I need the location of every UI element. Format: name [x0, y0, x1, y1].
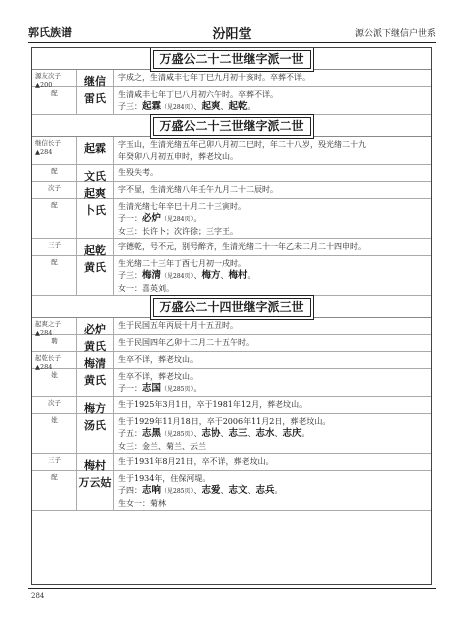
detail-line — [118, 337, 427, 349]
table-row — [32, 369, 431, 397]
page-ref: ▲284 — [35, 148, 53, 156]
detail-text: 。 — [247, 271, 256, 280]
child-name: 志协 — [201, 428, 221, 439]
relation-cell — [32, 352, 76, 371]
detail-text: 。 — [274, 486, 283, 495]
detail-line — [118, 184, 427, 196]
header-right-title: 源公派下继信户世系 — [354, 29, 436, 39]
relation-label: 妣 — [51, 416, 58, 424]
person-details — [114, 471, 431, 510]
detail-text: 生于1934年，住保河堤。 — [118, 474, 211, 483]
person-details — [114, 165, 431, 181]
child-name: 起爽 — [201, 101, 221, 112]
detail-text: 生女一：菊林 — [118, 499, 166, 508]
section-header — [32, 296, 431, 318]
detail-text: 、 — [193, 429, 202, 438]
child-name: 起乾 — [228, 101, 248, 112]
child-name: 志庆 — [282, 428, 302, 439]
detail-line — [118, 226, 427, 238]
person-name: 梅村 — [76, 454, 114, 470]
relation-cell — [32, 397, 76, 413]
detail-text: 子三： — [118, 102, 142, 111]
page-ref: ▲284 — [35, 329, 53, 337]
relation-label: 配 — [51, 473, 58, 481]
detail-text: 、 — [274, 429, 283, 438]
table-row — [32, 454, 431, 471]
detail-text: 年癸卯八月初五申时，葬老坟山。 — [118, 152, 238, 161]
relation-label: 起乾长子 — [35, 354, 61, 362]
detail-line — [118, 72, 427, 84]
detail-text: 女三：金兰、菊兰、云兰 — [118, 442, 206, 451]
relation-label: 三子 — [48, 456, 61, 464]
person-name: 起爽 — [76, 182, 114, 198]
table-row — [32, 397, 431, 414]
relation-cell — [32, 182, 76, 198]
detail-line — [118, 283, 427, 295]
detail-text: 生卒不详，葬老坟山。 — [118, 372, 198, 381]
table-row — [32, 471, 431, 511]
person-name: 梅方 — [76, 397, 114, 413]
person-name: 汤氏 — [76, 414, 114, 453]
page-header — [28, 23, 436, 41]
child-name: 起霖 — [142, 101, 162, 112]
child-name: 志水 — [255, 428, 275, 439]
table-row — [32, 70, 431, 87]
detail-text: 字成之，生清咸丰七年丁巳九月初十亥时。卒葬不详。 — [118, 73, 310, 82]
detail-text: 。 — [193, 214, 202, 223]
detail-line — [118, 485, 427, 498]
relation-cell — [32, 454, 76, 470]
child-name: 梅清 — [142, 270, 162, 281]
detail-text: 。 — [301, 429, 310, 438]
relation-label: 三子 — [48, 241, 61, 249]
detail-line — [118, 354, 427, 366]
table-row — [32, 239, 431, 256]
detail-line — [118, 258, 427, 270]
child-name: 梅方 — [201, 270, 221, 281]
detail-text: 子四： — [118, 486, 142, 495]
relation-label: 次子 — [48, 399, 61, 407]
person-name: 起乾 — [76, 239, 114, 255]
person-name: 起霖 — [76, 137, 114, 164]
detail-text: 生于1929年11月18日，卒于2006年11月2日，葬老坟山。 — [118, 417, 331, 426]
relation-label: 起爽之子 — [35, 320, 61, 328]
detail-text: 生清咸丰七年丁巳八月初六午时。卒葬不详。 — [118, 90, 278, 99]
detail-line — [118, 139, 427, 151]
detail-text: 子一： — [118, 384, 142, 393]
person-name: 必炉 — [76, 318, 114, 334]
table-row — [32, 352, 431, 369]
detail-text: 生清光绪七年辛巳十月二十三寅时。 — [118, 202, 246, 211]
detail-text: （见285页） — [161, 386, 194, 393]
section-title: 万盛公二十三世继字派二世 — [152, 117, 310, 136]
header-rule — [28, 42, 436, 43]
person-name: 文氏 — [76, 165, 114, 181]
person-details — [114, 352, 431, 368]
detail-line — [118, 473, 427, 485]
detail-text: （见284页） — [161, 216, 194, 223]
person-name: 卜氏 — [76, 199, 114, 238]
relation-label: 妣 — [51, 371, 58, 379]
detail-line — [118, 213, 427, 226]
genealogy-table — [31, 47, 432, 585]
detail-line — [118, 151, 427, 163]
relation-cell — [32, 137, 76, 164]
detail-text: 、 — [220, 486, 229, 495]
child-name: 必炉 — [142, 213, 162, 224]
relation-cell — [32, 414, 76, 453]
person-name: 黄氏 — [76, 369, 114, 396]
detail-text: 生于民国四年乙卯十二月二十五午时。 — [118, 338, 254, 347]
relation-label: 源友次子 — [35, 72, 61, 80]
section-title: 万盛公二十二世继字派一世 — [152, 50, 310, 69]
detail-text: 生于1925年3月1日，卒于1981年12月，葬老坟山。 — [118, 400, 308, 409]
relation-cell — [32, 199, 76, 238]
detail-text: 女一：喜英刘。 — [118, 284, 174, 293]
detail-line — [118, 371, 427, 383]
detail-text: 子一： — [118, 214, 142, 223]
detail-text: 。 — [247, 102, 256, 111]
table-row — [32, 318, 431, 335]
detail-line — [118, 270, 427, 283]
relation-cell — [32, 318, 76, 337]
person-details — [114, 397, 431, 413]
relation-label: 继信长子 — [35, 139, 61, 147]
relation-cell — [32, 165, 76, 181]
section-header — [32, 48, 431, 70]
header-left-title: 郭氏族谱 — [28, 26, 72, 39]
relation-label: 聘 — [51, 337, 58, 345]
detail-text: （见285页） — [161, 431, 194, 438]
detail-text: 生殁失考。 — [118, 168, 158, 177]
page-number: 284 — [31, 592, 45, 600]
detail-text: 生于1931年8月21日，卒不详，葬老坟山。 — [118, 457, 274, 466]
detail-line — [118, 456, 427, 468]
relation-cell — [32, 369, 76, 396]
person-name: 黄氏 — [76, 335, 114, 351]
child-name: 志爱 — [201, 485, 221, 496]
section-header — [32, 115, 431, 137]
person-name: 继信 — [76, 70, 114, 86]
detail-text: 子五： — [118, 429, 142, 438]
relation-label: 配 — [51, 258, 58, 266]
detail-text: （见284页） — [161, 104, 194, 111]
detail-line — [118, 101, 427, 114]
person-details — [114, 256, 431, 295]
table-row — [32, 414, 431, 454]
person-details — [114, 454, 431, 470]
child-name: 志响 — [142, 485, 162, 496]
table-row — [32, 256, 431, 296]
child-name: 志黑 — [142, 428, 162, 439]
person-details — [114, 335, 431, 351]
person-details — [114, 70, 431, 86]
person-details — [114, 87, 431, 114]
detail-text: 字不显，生清光绪八年壬午九月二十二辰时。 — [118, 185, 278, 194]
person-details — [114, 318, 431, 334]
detail-line — [118, 320, 427, 332]
detail-line — [118, 428, 427, 441]
person-details — [114, 137, 431, 164]
child-name: 志文 — [228, 485, 248, 496]
person-details — [114, 414, 431, 453]
detail-text: （见284页） — [161, 273, 194, 280]
person-name: 梅清 — [76, 352, 114, 368]
child-name: 梅村 — [228, 270, 248, 281]
detail-text: 女三：长许卜；次许徐；三字王。 — [118, 227, 238, 236]
table-row — [32, 87, 431, 115]
detail-text: （见285页） — [161, 488, 194, 495]
detail-text: 、 — [220, 102, 229, 111]
relation-cell — [32, 70, 76, 89]
person-details — [114, 199, 431, 238]
relation-label: 配 — [51, 201, 58, 209]
detail-text: 子三： — [118, 271, 142, 280]
child-name: 志国 — [142, 383, 162, 394]
table-row — [32, 137, 431, 165]
detail-text: 生光绪二十三年丁酉七月初一戌时。 — [118, 259, 246, 268]
relation-cell — [32, 256, 76, 295]
child-name: 志兵 — [255, 485, 275, 496]
detail-text: 生卒不详，葬老坟山。 — [118, 355, 198, 364]
relation-label: 配 — [51, 89, 58, 97]
person-name: 万云姑 — [76, 471, 114, 510]
detail-text: 、 — [247, 429, 256, 438]
detail-line — [118, 89, 427, 101]
detail-line — [118, 167, 427, 179]
detail-text: 、 — [220, 271, 229, 280]
relation-label: 配 — [51, 167, 58, 175]
relation-label: 次子 — [48, 184, 61, 192]
detail-text: 、 — [193, 486, 202, 495]
section-title: 万盛公二十四世继字派三世 — [152, 298, 310, 317]
detail-line — [118, 383, 427, 396]
relation-cell — [32, 239, 76, 255]
relation-cell — [32, 87, 76, 114]
person-details — [114, 182, 431, 198]
relation-cell — [32, 335, 76, 351]
detail-text: 生于民国五年丙辰十月十五丑时。 — [118, 321, 238, 330]
table-row — [32, 182, 431, 199]
detail-text: 、 — [220, 429, 229, 438]
detail-line — [118, 201, 427, 213]
page-ref: ▲200 — [35, 81, 53, 89]
detail-text: 、 — [247, 486, 256, 495]
person-details — [114, 369, 431, 396]
detail-text: 字德乾，号不元，别号醉齐，生清光绪二十一年乙未二月二十四申时。 — [118, 242, 366, 251]
relation-cell — [32, 471, 76, 510]
table-row — [32, 335, 431, 352]
detail-text: 字玉山，生清光绪五年己卯八月初二巳时，年二十八岁，殁光绪二十九 — [118, 140, 366, 149]
person-name: 雷氏 — [76, 87, 114, 114]
detail-line — [118, 498, 427, 510]
footer-rule — [28, 588, 436, 589]
person-name: 黄氏 — [76, 256, 114, 295]
table-row — [32, 199, 431, 239]
page-ref: ▲284 — [35, 363, 53, 371]
child-name: 志三 — [228, 428, 248, 439]
detail-line — [118, 441, 427, 453]
detail-text: 、 — [193, 102, 202, 111]
detail-text: 。 — [193, 384, 202, 393]
table-row — [32, 165, 431, 182]
detail-line — [118, 241, 427, 253]
person-details — [114, 239, 431, 255]
detail-line — [118, 416, 427, 428]
header-center-title: 汾阳堂 — [212, 27, 252, 42]
detail-text: 、 — [193, 271, 202, 280]
detail-line — [118, 399, 427, 411]
